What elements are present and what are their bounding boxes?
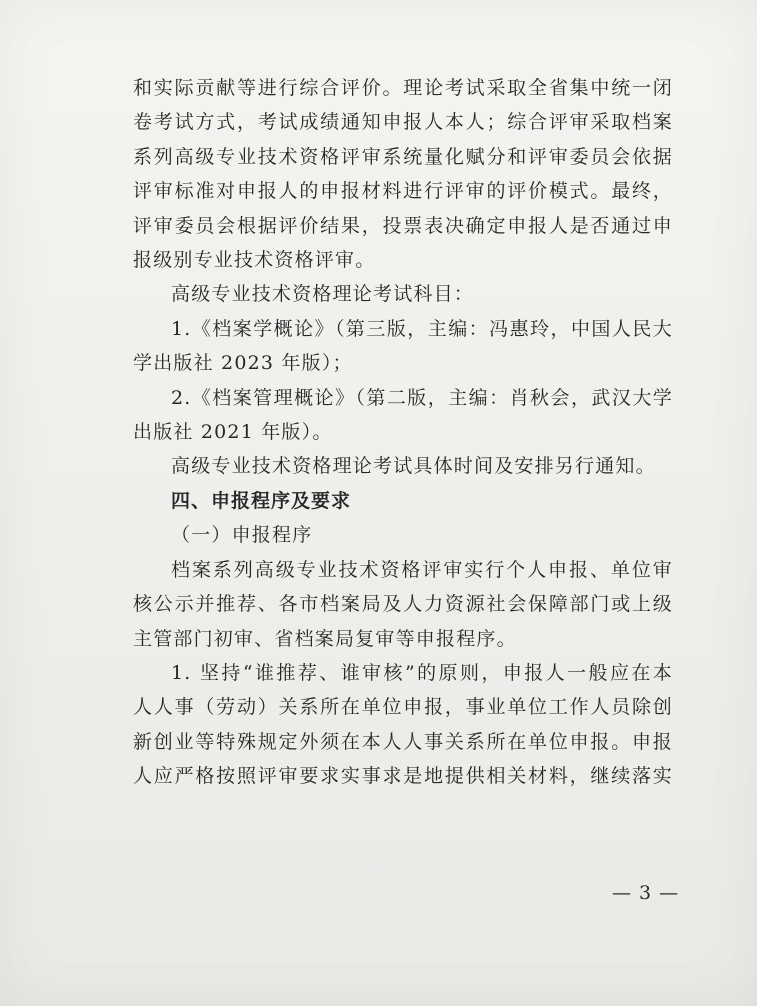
- text-line: 1. 坚持“谁推荐、谁审核”的原则，申报人一般应在本: [171, 661, 673, 684]
- text-line: 档案系列高级专业技术资格评审实行个人申报、单位审: [171, 558, 673, 581]
- text-line: 评审标准对申报人的申报材料进行评审的评价模式。最终，: [133, 180, 673, 203]
- text-line: 人应严格按照评审要求实事求是地提供相关材料，继续落实: [133, 765, 673, 788]
- text-line: 系列高级专业技术资格评审系统量化赋分和评审委员会依据: [133, 145, 673, 168]
- page-number: — 3 —: [612, 882, 680, 904]
- text-line: 高级专业技术资格理论考试具体时间及安排另行通知。: [171, 455, 656, 478]
- section-heading: 四、申报程序及要求: [171, 489, 352, 512]
- text-line: 学出版社 2023 年版）；: [133, 352, 353, 375]
- exam-subjects-title: 高级专业技术资格理论考试科目：: [171, 283, 475, 306]
- text-line: 主管部门初审、省档案局复审等申报程序。: [133, 627, 517, 650]
- text-line: 和实际贡献等进行综合评价。理论考试采取全省集中统一闭: [133, 77, 673, 99]
- document-body: [133, 71, 673, 794]
- text-line: 核公示并推荐、各市档案局及人力资源社会保障部门或上级: [133, 593, 673, 616]
- text-line: 1.《档案学概论》（第三版，主编：冯惠玲，中国人民大: [171, 317, 673, 340]
- text-line: 人人事（劳动）关系所在单位申报，事业单位工作人员除创: [133, 696, 673, 719]
- text-line: 评审委员会根据评价结果，投票表决确定申报人是否通过申: [133, 214, 673, 237]
- text-line: 新创业等特殊规定外须在本人人事关系所在单位申报。申报: [133, 730, 673, 753]
- subsection-heading: （一）申报程序: [171, 524, 313, 547]
- text-line: 出版社 2021 年版）。: [133, 421, 333, 444]
- text-line: 报级别专业技术资格评审。: [133, 249, 376, 272]
- text-line: 2.《档案管理概论》（第二版，主编：肖秋会，武汉大学: [171, 386, 673, 409]
- text-line: 卷考试方式，考试成绩通知申报人本人；综合评审采取档案: [133, 111, 673, 134]
